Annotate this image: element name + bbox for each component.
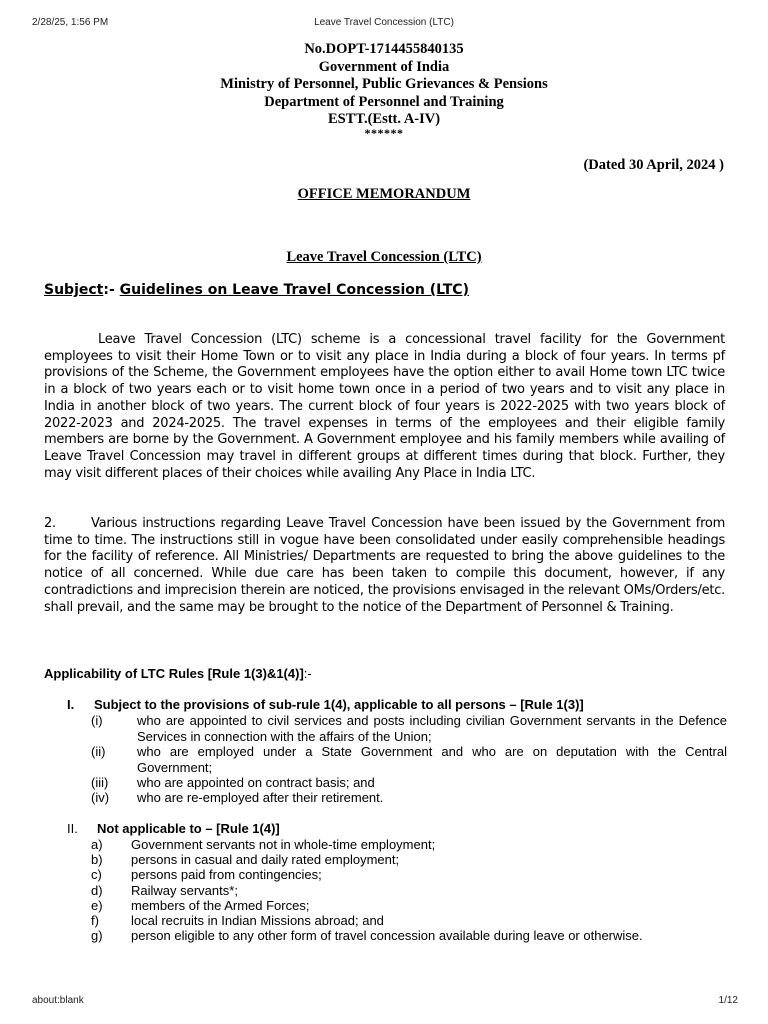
print-datetime: 2/28/25, 1:56 PM <box>32 17 109 28</box>
list-item-text: who are re-employed after their retirement. <box>137 790 384 805</box>
date-line: (Dated 30 April, 2024 ) <box>583 157 724 173</box>
section-1-heading <box>67 697 747 712</box>
separator-stars: ****** <box>364 125 404 140</box>
list-item-marker: (ii) <box>91 744 106 759</box>
list-item <box>91 852 727 868</box>
ministry-name: Ministry of Personnel, Public Grievances & Pensions <box>220 76 548 92</box>
list-item <box>91 898 727 914</box>
list-item-text: person eligible to any other form of travel concession available during leave or otherwise. <box>131 928 643 943</box>
list-item-marker: f) <box>91 913 99 928</box>
subject-line <box>44 282 734 298</box>
list-item-text: persons paid from contingencies; <box>131 867 322 882</box>
list-item <box>91 713 727 744</box>
list-item-text: who are appointed to civil services and posts including civilian Government servants in the Defence Services in connection with the affairs of the Union; <box>137 713 727 744</box>
list-item-marker: d) <box>91 883 103 898</box>
list-item <box>91 837 727 853</box>
list-item <box>91 928 727 944</box>
paragraph-2-number: 2. <box>44 516 56 531</box>
list-item-text: who are appointed on contract basis; and <box>137 775 375 790</box>
list-item <box>91 775 727 791</box>
list-item <box>91 913 727 929</box>
list-item-marker: (i) <box>91 713 103 728</box>
subject-label: Subject <box>44 282 104 298</box>
list-item-marker: g) <box>91 928 103 943</box>
list-item-marker: a) <box>91 837 103 852</box>
list-item-text: Government servants not in whole-time employment; <box>131 837 436 852</box>
section-2-heading-text: Not applicable to – [Rule 1(4)] <box>97 821 280 836</box>
section-1-numeral: I. <box>67 697 75 712</box>
list-item-text: persons in casual and daily rated employment; <box>131 852 400 867</box>
paragraph-2-text: Various instructions regarding Leave Travel Concession have been issued by the Government from time to time. The instructions still in vogue have been consolidated under easily comprehensible headings for the facility of reference. All Ministries/ Departments are requested to bring the above guidelines to the notice of all concerned. While due care has been taken to compile this document, however, if any contradictions and imprecision therein are noticed, the provisions envisaged in the relevant OMs/Orders/etc. shall prevail, and the same may be brought to the notice of the Department of Personnel & Training. <box>44 516 725 615</box>
government-name: Government of India <box>318 58 450 75</box>
list-item-marker: (iii) <box>91 775 109 790</box>
office-memorandum-title: OFFICE MEMORANDUM <box>297 186 471 202</box>
print-footer <box>0 995 768 1009</box>
applicability-suffix: :- <box>303 666 312 681</box>
print-page-title: Leave Travel Concession (LTC) <box>314 17 454 28</box>
letter-heading <box>0 41 768 138</box>
list-item-marker: c) <box>91 867 102 882</box>
section-1-heading-text: Subject to the provisions of sub-rule 1(4), applicable to all persons – [Rule 1(3)] <box>94 697 584 712</box>
list-item-text: Railway servants*; <box>131 883 238 898</box>
paragraph-2 <box>44 516 725 616</box>
document-title: Leave Travel Concession (LTC) <box>286 249 482 265</box>
list-item-text: members of the Armed Forces; <box>131 898 310 913</box>
list-item <box>91 867 727 883</box>
list-item <box>91 883 727 899</box>
list-item-text: who are employed under a State Government and who are on deputation with the Central Government; <box>137 744 727 775</box>
section-2-heading <box>67 821 747 836</box>
department-name: Department of Personnel and Training <box>264 93 504 110</box>
section-2-numeral: II. <box>67 821 78 836</box>
subject-separator: :- <box>103 282 120 298</box>
applicability-heading-text: Applicability of LTC Rules [Rule 1(3)&1(4)] <box>44 666 304 681</box>
list-item-marker: e) <box>91 898 103 913</box>
document-number: No.DOPT-1714455840135 <box>304 41 464 57</box>
section-name: ESTT.(Estt. A-IV) <box>327 111 441 127</box>
list-item-text: local recruits in Indian Missions abroad; and <box>131 913 384 928</box>
list-item <box>91 790 727 806</box>
applicability-heading <box>44 666 312 681</box>
list-item-marker: b) <box>91 852 103 867</box>
print-page-number: 1/12 <box>718 995 738 1006</box>
subject-text: Guidelines on Leave Travel Concession (LTC) <box>119 282 469 298</box>
print-header <box>0 17 768 31</box>
list-item <box>91 744 727 775</box>
list-item-marker: (iv) <box>91 790 110 805</box>
paragraph-1: Leave Travel Concession (LTC) scheme is a concessional travel facility for the Government employees to visit their Home Town or to visit any place in India during a block of four years. In terms pf provisions of the Scheme, the Government employees have the option either to avail Home town LTC twice in a block of two years each or to visit home town once in a period of two years and to visit any place in India in another block of two years. The current block of four years is 2022-2025 with two years block of 2022-2023 and 2024-2025. The travel expenses in terms of the employees and their eligible family members are borne by the Government. A Government employee and his family members while availing of Leave Travel Concession may travel in different groups at different times during that block. Further, they may visit different places of their choices while availing Any Place in India LTC. <box>44 332 725 481</box>
print-url: about:blank <box>32 995 84 1006</box>
